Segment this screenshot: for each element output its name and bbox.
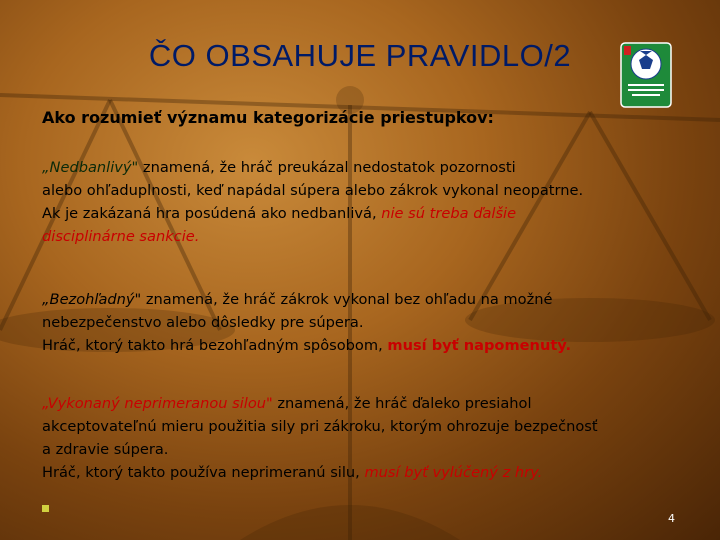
p1-line3 [42,202,682,225]
slovak-football-association-logo [620,42,672,108]
bullet-marker [42,505,49,512]
p3-line1-text: znamená, že hráč ďaleko presiahol [272,395,532,412]
term-excessive-force: „Vykonaný neprimeranou silou" [42,395,273,412]
page-number: 4 [668,512,675,525]
p2-line2: nebezpečenstvo alebo dôsledky pre súpera. [42,314,364,331]
p1-line1 [42,156,682,179]
p3-line3: a zdravie súpera. [42,441,169,458]
p1-line2: alebo ohľaduplnosti, keď napádal súpera alebo zákrok vykonal neopatrne. [42,182,584,199]
paragraph-reckless [42,288,682,357]
p3-line4-text: Hráč, ktorý takto používa neprimeranú silu, [42,464,365,481]
p1-line3-text: Ak je zakázaná hra posúdená ako nedbanlivá, [42,205,382,222]
p2-line3-text: Hráč, ktorý takto hrá bezohľadným spôsobom, [42,337,388,354]
p2-emphasis: musí byť napomenutý. [387,337,572,354]
p2-line3 [42,334,682,357]
p3-emphasis: musí byť vylúčený z hry. [364,464,543,481]
page-title: ČO OBSAHUJE PRAVIDLO/2 [148,38,572,73]
p1-line1-text: znamená, že hráč preukázal nedostatok pozornosti [138,159,516,176]
subheading: Ako rozumieť významu kategorizácie priestupkov: [42,108,494,127]
p3-line2: akceptovateľnú mieru použitia sily pri zákroku, ktorým ohrozuje bezpečnosť [42,418,598,435]
p1-emphasis: nie sú treba ďalšie [381,205,517,222]
term-reckless: „Bezohľadný" [42,291,142,308]
p1-line4: disciplinárne sankcie. [42,228,200,245]
paragraph-excessive-force [42,392,682,484]
p3-line1 [42,392,682,415]
p2-line1-text: znamená, že hráč zákrok vykonal bez ohľadu na možné [141,291,553,308]
term-negligent: „Nedbanlivý" [42,159,139,176]
paragraph-negligent [42,156,682,248]
p3-line4 [42,461,682,484]
p2-line1 [42,288,682,311]
